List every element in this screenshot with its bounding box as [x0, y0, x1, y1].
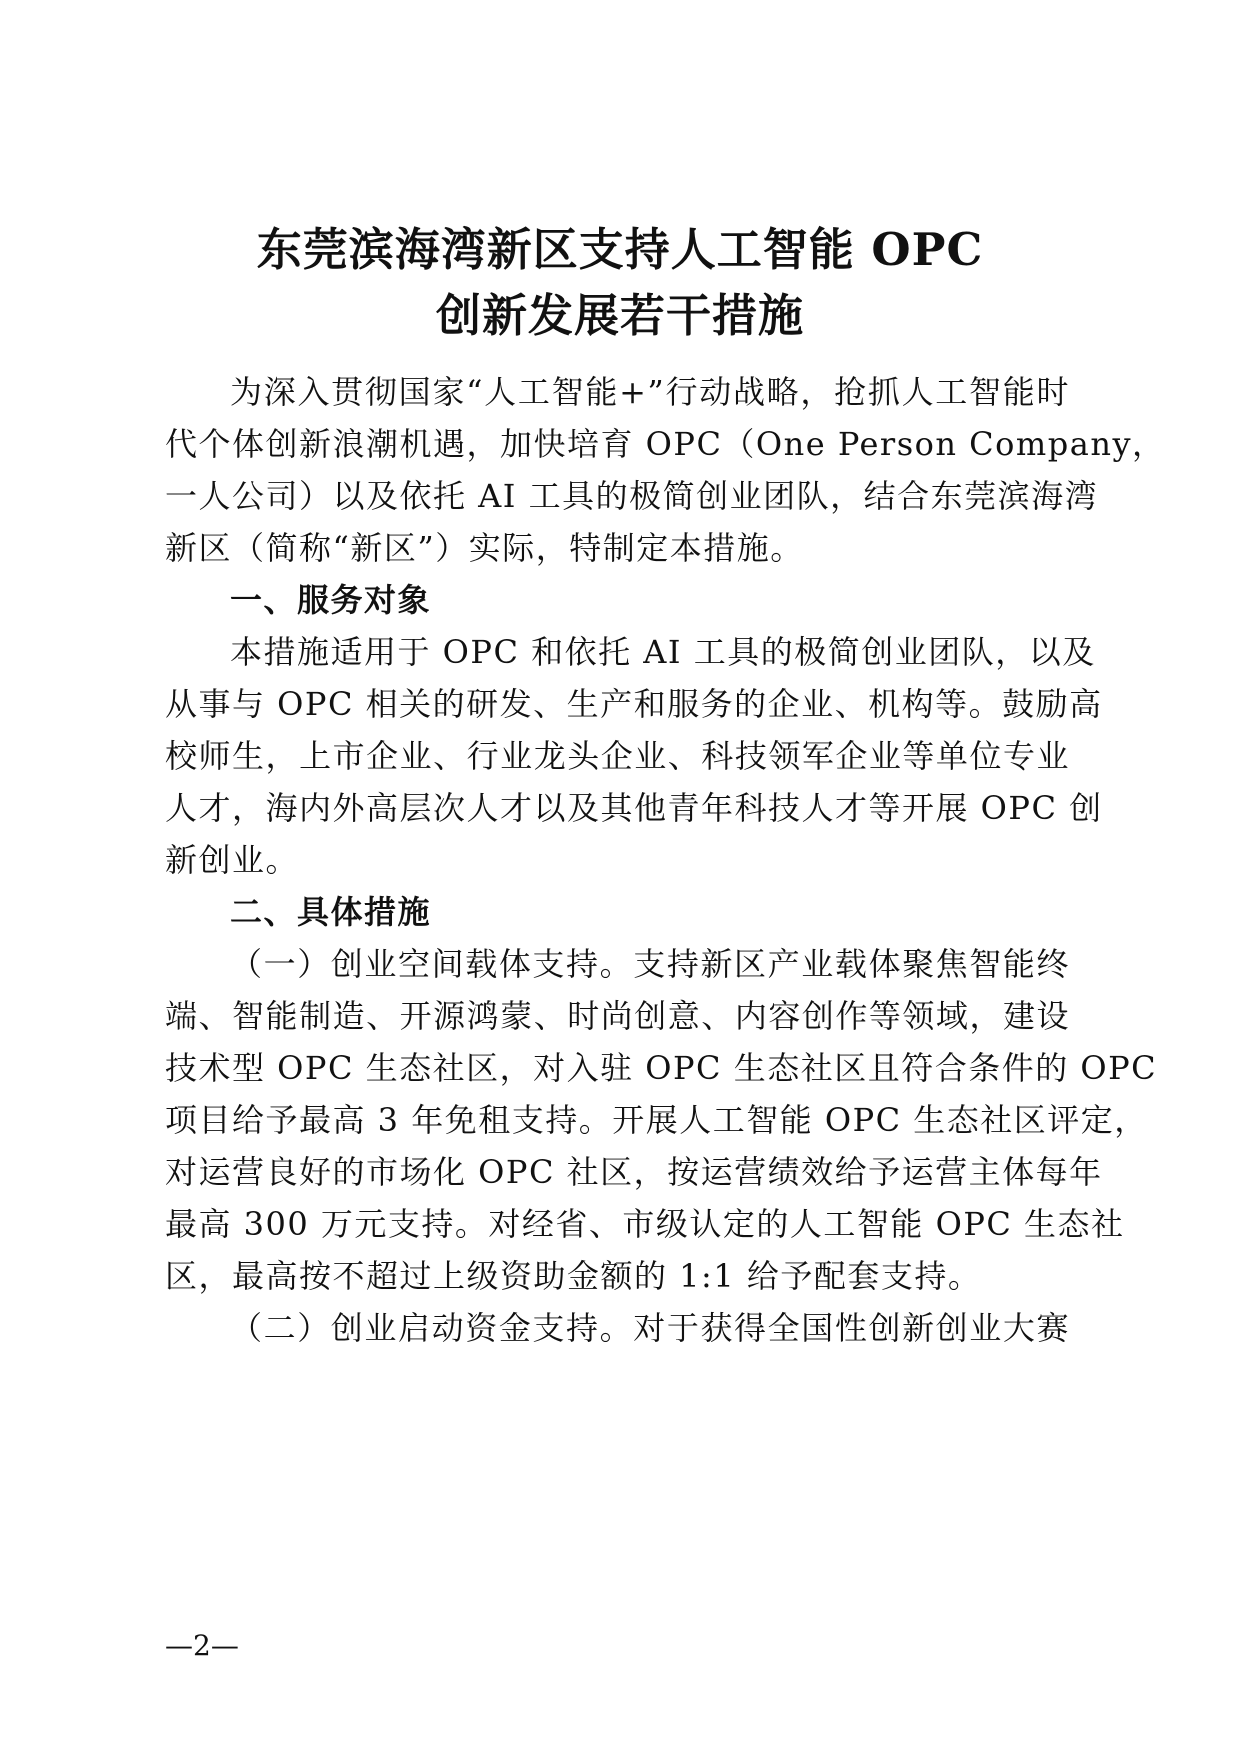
- paragraph-line: 对运营良好的市场化 OPC 社区，按运营绩效给予运营主体每年: [165, 1153, 1103, 1191]
- paragraph-line: 新区（简称“新区”）实际，特制定本措施。: [165, 529, 804, 567]
- paragraph-line: 一人公司）以及依托 AI 工具的极简创业团队，结合东莞滨海湾: [165, 477, 1099, 515]
- document-title-line-2: 创新发展若干措施: [435, 289, 804, 342]
- paragraph-line: 为深入贯彻国家“人工智能+”行动战略，抢抓人工智能时: [230, 373, 1070, 411]
- section-heading: 二、具体措施: [230, 893, 432, 931]
- paragraph-line: 区，最高按不超过上级资助金额的 1:1 给予配套支持。: [165, 1257, 982, 1295]
- paragraph-line: 技术型 OPC 生态社区，对入驻 OPC 生态社区且符合条件的 OPC: [165, 1049, 1158, 1087]
- paragraph-line: 从事与 OPC 相关的研发、生产和服务的企业、机构等。鼓励高: [165, 685, 1103, 723]
- paragraph-line: （二）创业启动资金支持。对于获得全国性创新创业大赛: [230, 1309, 1070, 1347]
- section-heading: 一、服务对象: [230, 581, 432, 619]
- paragraph-line: 代个体创新浪潮机遇，加快培育 OPC（One Person Company，: [165, 425, 1166, 463]
- paragraph-line: 新创业。: [165, 841, 300, 879]
- paragraph-line: 最高 300 万元支持。对经省、市级认定的人工智能 OPC 生态社: [165, 1205, 1125, 1243]
- paragraph-line: 本措施适用于 OPC 和依托 AI 工具的极简创业团队，以及: [230, 633, 1096, 671]
- paragraph-line: （一）创业空间载体支持。支持新区产业载体聚焦智能终: [230, 945, 1070, 983]
- paragraph-line: 端、智能制造、开源鸿蒙、时尚创意、内容创作等领域，建设: [165, 997, 1070, 1035]
- paragraph-line: 校师生，上市企业、行业龙头企业、科技领军企业等单位专业: [165, 737, 1070, 775]
- page-number: —2—: [165, 1629, 239, 1662]
- document-title-line-1: 东莞滨海湾新区支持人工智能 OPC: [256, 223, 984, 276]
- paragraph-line: 项目给予最高 3 年免租支持。开展人工智能 OPC 生态社区评定，: [165, 1101, 1148, 1139]
- paragraph-line: 人才，海内外高层次人才以及其他青年科技人才等开展 OPC 创: [165, 789, 1103, 827]
